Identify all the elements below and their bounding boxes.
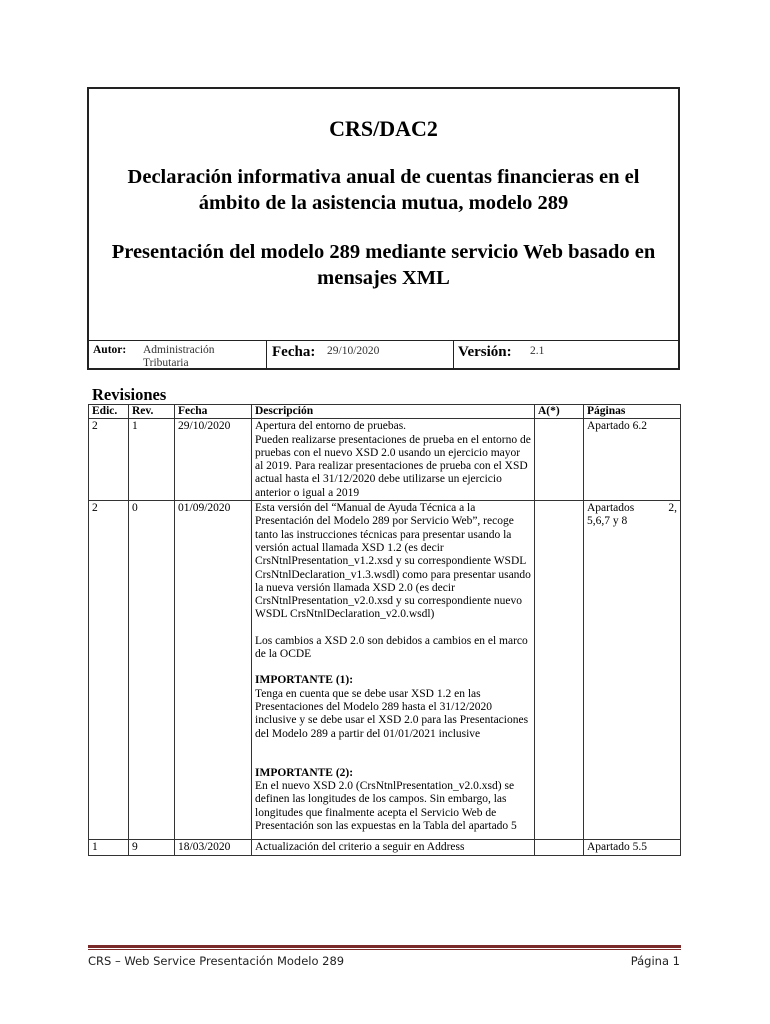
- cell-date: 29/10/2020: [175, 419, 252, 501]
- important-1-text: Tenga en cuenta que se debe usar XSD 1.2 en las Presentaciones del Modelo 289 hasta el 31/12/2020 inclusive y se debe usar el XSD 2.0 para las Presentaciones del Modelo 289 a partir del 01/01/2021 inclusive: [255, 687, 529, 740]
- footer-page-number: Página 1: [630, 954, 680, 968]
- important-2-title: IMPORTANTE (2):: [255, 766, 354, 779]
- pages-text: 2,: [668, 502, 677, 515]
- document-title: CRS/DAC2: [329, 116, 438, 141]
- cell-date: 01/09/2020: [175, 501, 252, 840]
- version-cell: [453, 341, 680, 370]
- col-header-rev: Rev.: [129, 405, 175, 419]
- date-cell: [266, 341, 453, 370]
- table-header-row: [89, 405, 681, 419]
- version-label: Versión:: [458, 344, 512, 360]
- revisions-heading: Revisiones: [92, 385, 167, 404]
- author-value: Administración Tributaria: [143, 344, 215, 369]
- description-text: Apertura del entorno de pruebas.: [255, 420, 407, 433]
- table-row: [89, 419, 681, 501]
- cover-title-box: [87, 87, 680, 370]
- footer-rule: [88, 945, 681, 948]
- cell-a: [535, 840, 584, 855]
- footer-document-name: CRS – Web Service Presentación Modelo 289: [88, 954, 345, 968]
- cell-edic: 2: [89, 419, 129, 501]
- col-header-date: Fecha: [175, 405, 252, 419]
- pages-text: 5,6,7 y 8: [587, 515, 628, 528]
- col-header-edic: Edic.: [89, 405, 129, 419]
- description-text: Pueden realizarse presentaciones de prueba en el entorno de pruebas con el nuevo XSD 2.0 usando un ejercicio mayor al 2019. Para realizar presentaciones de prueba con el XSD actual hasta el 31/12/2020 debe utilizarse un ejercicio anterior o igual a 2019: [255, 433, 531, 499]
- footer-rule-thin: [88, 949, 681, 950]
- date-value: 29/10/2020: [327, 345, 380, 357]
- table-row: [89, 501, 681, 840]
- cell-pages: Apartado 6.2: [584, 419, 681, 501]
- cell-edic: 1: [89, 840, 129, 855]
- important-1-title: IMPORTANTE (1):: [255, 674, 354, 687]
- revisions-table: [88, 404, 681, 856]
- col-header-description: Descripción: [252, 405, 535, 419]
- document-subtitle-2: Presentación del modelo 289 mediante servicio Web basado en mensajes XML: [111, 241, 656, 289]
- cell-date: 18/03/2020: [175, 840, 252, 855]
- cell-description: [252, 419, 535, 501]
- document-meta-row: [89, 340, 678, 370]
- date-label: Fecha:: [272, 344, 316, 360]
- document-subtitle: Declaración informativa anual de cuentas financieras en el ámbito de la asistencia mutua, modelo 289: [127, 166, 640, 214]
- important-2-text: En el nuevo XSD 2.0 (CrsNtnlPresentation_v2.0.xsd) se definen las longitudes de los campos. Sin embargo, las longitudes que finalmente acepta el Servicio Web de Presentación son las expuestas en la Tabla del apartado 5: [255, 780, 517, 833]
- col-header-a: A(*): [535, 405, 584, 419]
- cell-description: [252, 501, 535, 840]
- description-text: Los cambios a XSD 2.0 son debidos a cambios en el marco de la OCDE: [255, 634, 528, 661]
- cell-rev: 9: [129, 840, 175, 855]
- cell-rev: 1: [129, 419, 175, 501]
- cell-a: [535, 419, 584, 501]
- cell-rev: 0: [129, 501, 175, 840]
- author-label: Autor:: [93, 344, 127, 356]
- pages-text: Apartados: [587, 502, 635, 515]
- cell-edic: 2: [89, 501, 129, 840]
- description-text: Esta versión del “Manual de Ayuda Técnica a la Presentación del Modelo 289 por Servicio Web”, recoge tanto las instrucciones técnicas para presentar usando la versión actual llamada XSD 1.2 (es decir CrsNtnlPresentation_v1.2.xsd y su correspondiente WSDL CrsNtnlDeclaration_v1.3.wsdl) como para presentar usando la nueva versión llamada XSD 2.0 (es decir CrsNtnlPresentation_v2.0.xsd y su correspondiente nuevo WSDL CrsNtnlDeclaration_v2.0.wsdl): [255, 502, 531, 621]
- author-cell: [89, 341, 266, 370]
- cell-description: Actualización del criterio a seguir en Address: [252, 840, 535, 855]
- cell-a: [535, 501, 584, 840]
- cell-pages: [584, 501, 681, 840]
- table-row: [89, 840, 681, 855]
- cell-pages: Apartado 5.5: [584, 840, 681, 855]
- version-value: 2.1: [530, 345, 545, 357]
- col-header-pages: Páginas: [584, 405, 681, 419]
